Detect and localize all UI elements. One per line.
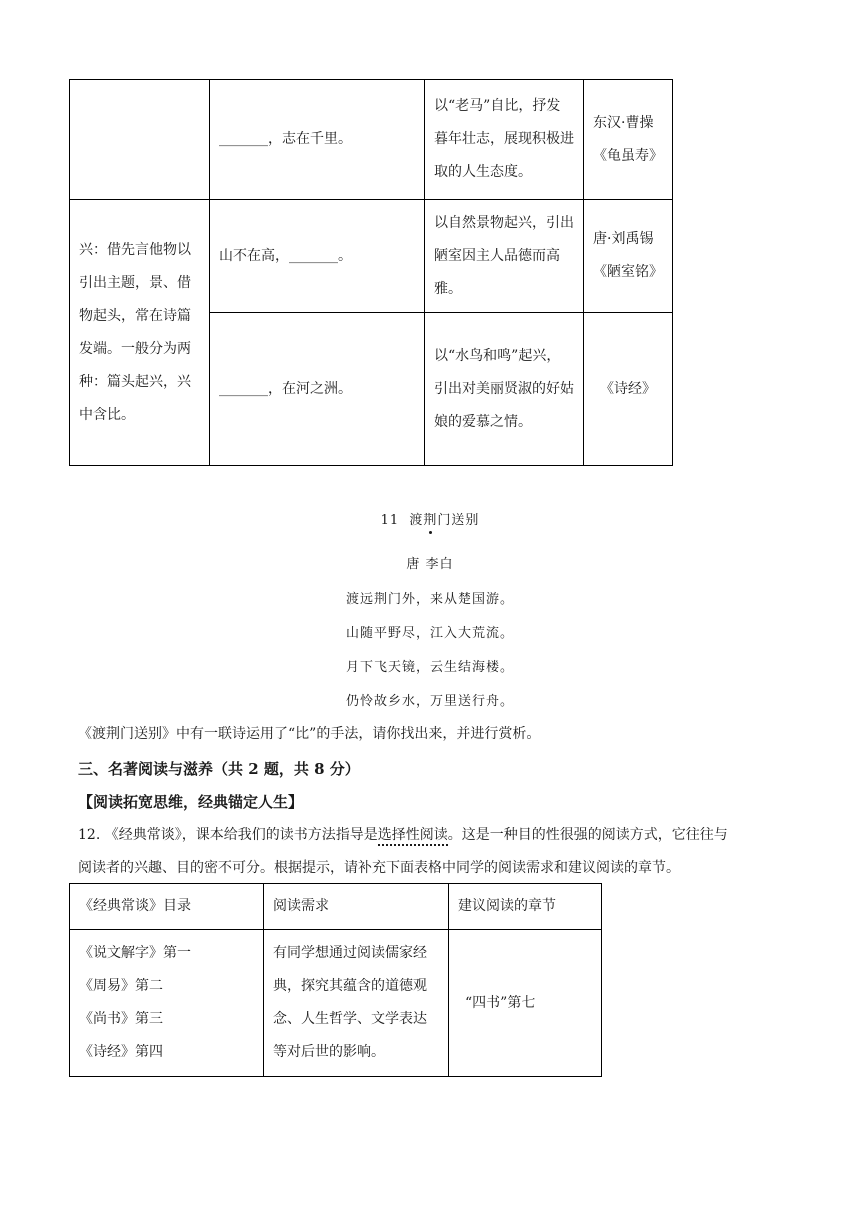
poem-title-dotted-char: 荆 xyxy=(423,513,438,528)
table-cell: _______，志在千里。 xyxy=(210,80,425,200)
poem-title xyxy=(0,509,860,528)
poem-title-part: 门送别 xyxy=(437,513,480,528)
poem-line: 渡远荆门外，来从楚国游。 xyxy=(345,592,514,607)
toc-item: 《说文解字》第一 xyxy=(79,945,191,961)
poem-author: 唐 李白 xyxy=(406,557,454,572)
question-12-line-2: 阅读者的兴趣、目的密不可分。根据提示，请补充下面表格中同学的阅读需求和建议阅读的章节。 xyxy=(78,860,680,876)
toc-item: 《周易》第二 xyxy=(79,978,163,994)
table-cell: 以“水鸟和鸣”起兴，引出对美丽贤淑的好姑娘的爱慕之情。 xyxy=(425,313,584,466)
table-cell: 以自然景物起兴，引出陋室因主人品德而高雅。 xyxy=(425,200,584,313)
question-12-line-1 xyxy=(78,824,728,844)
toc-item: 《诗经》第四 xyxy=(79,1044,163,1060)
need-cell: 有同学想通过阅读儒家经典，探究其蕴含的道德观念、人生哲学、文学表达等对后世的影响。 xyxy=(264,930,449,1077)
poem-line: 山随平野尽，江入大荒流。 xyxy=(345,626,514,641)
toc-cell xyxy=(70,930,264,1077)
question-11: 《渡荆门送别》中有一联诗运用了“比”的手法，请你找出来，并进行赏析。 xyxy=(78,726,541,742)
poem-line: 月下飞天镜，云生结海楼。 xyxy=(345,660,514,675)
table-header: 建议阅读的章节 xyxy=(449,884,602,930)
table-header-row xyxy=(70,884,602,930)
reading-table xyxy=(69,883,602,1077)
table-cell: 以“老马”自比，抒发暮年壮志，展现积极进取的人生态度。 xyxy=(425,80,584,200)
question-12-emphasis: 选择性阅读 xyxy=(378,827,448,846)
table-header: 阅读需求 xyxy=(264,884,449,930)
section-heading: 三、名著阅读与滋养（共 2 题，共 8 分） xyxy=(78,760,360,778)
table-cell: 唐·刘禹锡《陋室铭》 xyxy=(584,200,673,313)
table-cell: _______，在河之洲。 xyxy=(210,313,425,466)
poem-title-part: 渡 xyxy=(409,513,424,528)
table-cell: 东汉·曹操《龟虽寿》 xyxy=(584,80,673,200)
chapter-cell: “四书”第七 xyxy=(449,930,602,1077)
table-cell xyxy=(70,80,210,200)
question-12-text: 。这是一种目的性很强的阅读方式，它往往与 xyxy=(447,827,728,843)
section-subheading: 【阅读拓宽思维，经典锚定人生】 xyxy=(78,793,304,811)
table-cell: 兴：借先言他物以引出主题，景、借物起头，常在诗篇发端。一般分为两种：篇头起兴，兴中含比。 xyxy=(70,200,210,466)
table-row xyxy=(70,200,673,313)
poem-line: 仍怜故乡水，万里送行舟。 xyxy=(345,694,514,709)
poem-number: 11 xyxy=(380,513,400,528)
table-header: 《经典常谈》目录 xyxy=(70,884,264,930)
question-12-text: 12. 《经典常谈》，课本给我们的读书方法指导是 xyxy=(78,827,378,843)
poem-title-text xyxy=(409,513,479,528)
table-cell: 《诗经》 xyxy=(584,313,673,466)
rhetoric-table xyxy=(69,79,673,466)
table-cell: 山不在高，_______。 xyxy=(210,200,425,313)
table-row xyxy=(70,930,602,1077)
table-row xyxy=(70,80,673,200)
toc-item: 《尚书》第三 xyxy=(79,1011,163,1027)
